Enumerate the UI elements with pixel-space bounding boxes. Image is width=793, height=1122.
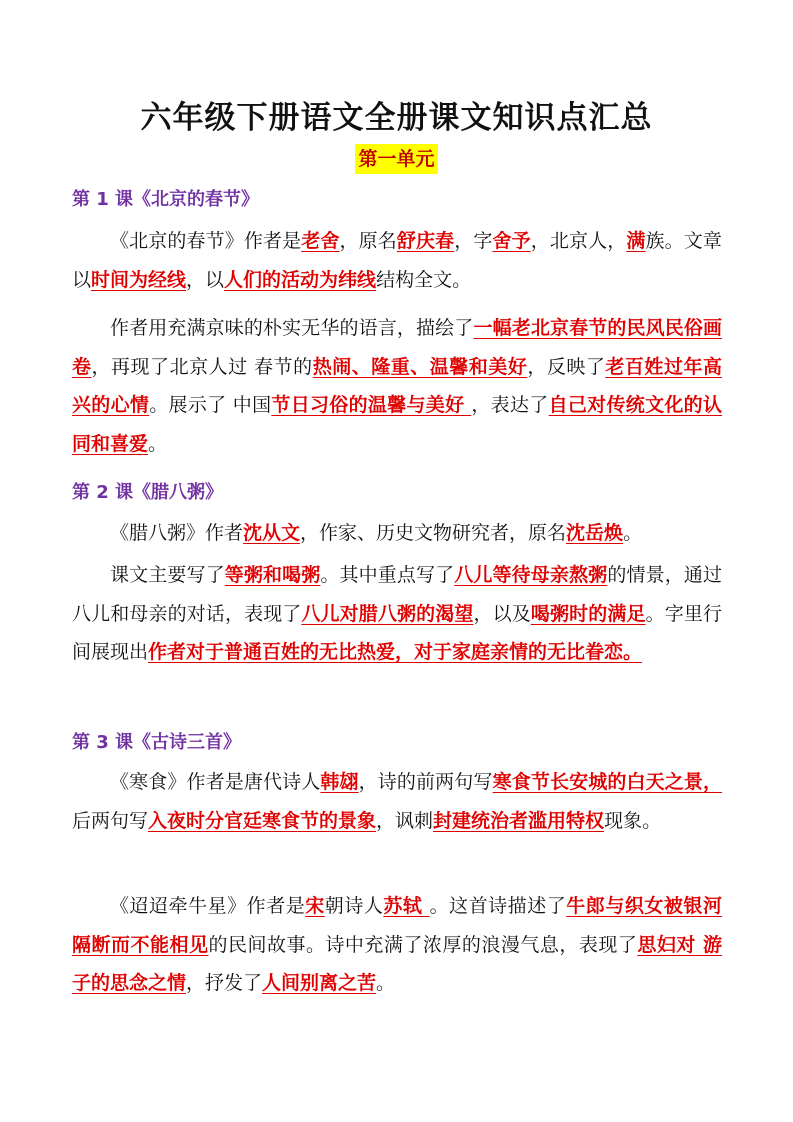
key-point: 沈岳焕 [566,522,624,544]
body-text: 。 [623,522,643,544]
key-point: 等粥和喝粥 [224,564,321,586]
lesson-2-heading: 第 2 课《腊八粥》 [72,482,224,503]
key-point: 寒食节长安城的白天之景， [492,771,722,793]
body-text: 。展示了 中国 [149,394,272,416]
lesson-2-paragraph-2 [72,556,722,672]
body-text: 。其中重点写了 [320,564,455,586]
body-text: ，反映了 [527,355,606,378]
key-point: 思妇对 游子的思念之情 [72,933,722,994]
key-point: 热闹、隆重、温馨和美好 [312,355,528,378]
body-text: ，以及 [473,602,531,625]
body-text: 《寒食》作者是唐代诗人 [110,771,321,793]
body-text: 族。文章以 [72,230,722,291]
body-text: 《迢迢牵牛星》作者是 [110,895,306,917]
body-text: 的民间故事。诗中充满了浓厚的浪漫气息，表现了 [208,933,638,956]
page-title: 六年级下册语文全册课文知识点汇总 [140,100,653,136]
body-text: ，表达了 [471,394,549,416]
body-text: 结构全文。 [376,268,472,291]
key-point: 时间为经线 [91,268,187,291]
body-text: 的情景，通过八儿和母亲的对话，表现了 [72,564,722,625]
key-point: 老舍 [301,230,340,252]
body-text: ，以 [186,268,225,291]
body-text: ，作家、历史文物研究者，原名 [300,522,567,544]
key-point: 牛郎与织女被银河隔断而不能相见 [72,895,722,956]
body-text: 。 [148,432,168,455]
key-point: 八儿等待母亲熬粥 [454,564,608,586]
key-point: 入夜时分官廷寒食节的景象 [148,809,377,832]
key-point: 八儿对腊八粥的渴望 [301,602,474,625]
lesson-1-paragraph-1 [72,222,722,299]
key-point: 宋 [305,895,325,917]
key-point: 封建统治者滥用特权 [433,809,605,832]
lesson-3-paragraph-1 [72,763,722,840]
key-point: 沈从文 [243,522,301,544]
body-text: ，抒发了 [186,972,263,994]
lesson-1-paragraph-2 [72,309,722,463]
key-point: 韩翃 [320,771,359,793]
unit-heading-wrap [0,144,793,174]
key-point: 舒庆春 [396,230,455,252]
body-text: 现象。 [604,809,662,832]
key-point: 人间别离之苦 [262,972,377,994]
body-text: 。这首诗描述了 [429,895,567,917]
key-point: 喝粥时的满足 [530,602,646,625]
body-text: 。 [376,972,396,994]
key-point: 人们的活动为纬线 [224,268,377,291]
body-text: 《北京的春节》作者是 [110,230,302,252]
key-point: 满 [626,230,646,252]
body-text: ，讽刺 [376,809,434,832]
body-text: 《腊八粥》作者 [110,522,244,544]
lesson-3-heading: 第 3 课《古诗三首》 [72,732,242,753]
unit-heading: 第一单元 [355,144,437,174]
body-text: ，再现了北京人过 春节的 [91,355,313,378]
key-point: 老百姓过年高兴的心情 [72,355,722,416]
key-point: 自己对传统文化的认同和喜爱 [72,394,722,455]
key-point: 一幅老北京春节的民风民俗画卷 [72,317,722,378]
key-point: 节日习俗的温馨与美好 [271,394,472,416]
lesson-1-heading: 第 1 课《北京的春节》 [72,189,260,210]
body-text: 作者用充满京味的朴实无华的语言，描绘了 [110,317,474,339]
lesson-2-paragraph-1 [72,514,722,553]
body-text: 课文主要写了 [110,564,225,586]
body-text: 后两句写 [72,809,149,832]
body-text: ，原名 [339,230,397,252]
body-text: 朝诗人 [324,895,384,917]
body-text: ，字 [454,230,493,252]
key-point: 苏轼 [383,895,430,917]
key-point: 作者对于普通百姓的无比热爱，对于家庭亲情的无比眷恋。 [148,641,643,663]
body-text: 。字里行间展现出 [72,602,722,663]
lesson-3-paragraph-2 [72,887,722,1003]
key-point: 舍予 [492,230,531,252]
body-text: ，北京人， [530,230,627,252]
body-text: ，诗的前两句写 [358,771,493,793]
